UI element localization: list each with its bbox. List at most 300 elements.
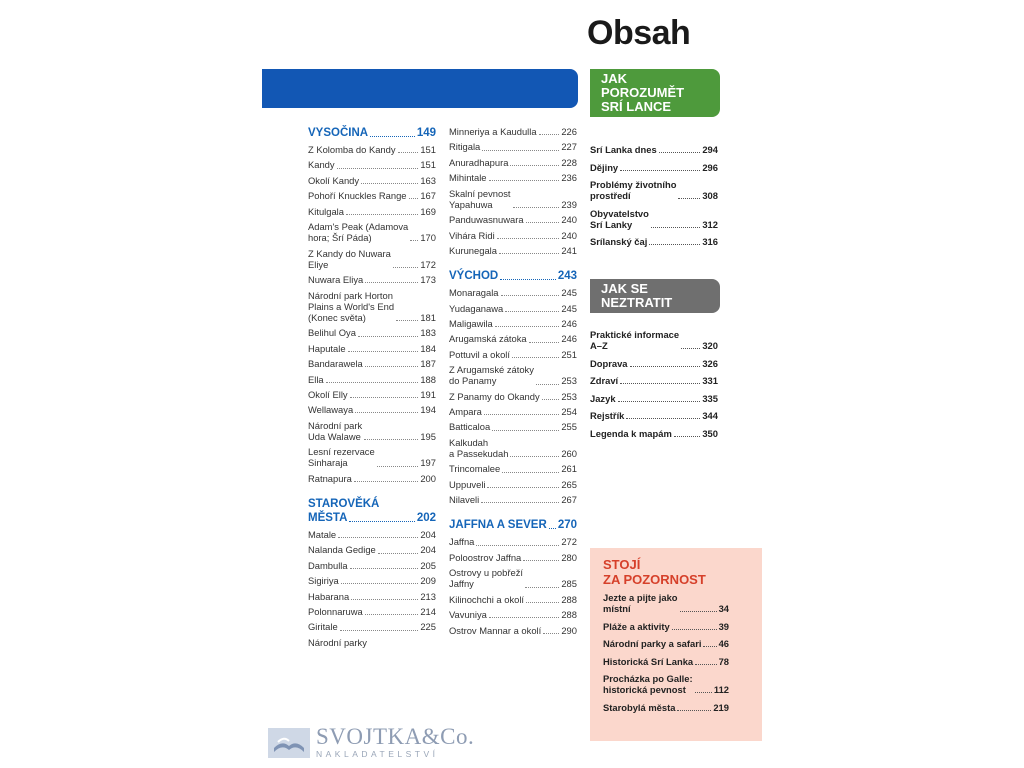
- toc-entry-title: Panduwasnuwara: [449, 214, 524, 226]
- toc-entry-title: Dambulla: [308, 559, 348, 571]
- dot-leader: [502, 472, 559, 473]
- side-tag-jak-porozumet[interactable]: JAK POROZUMĚT SRÍ LANCE: [590, 69, 720, 117]
- toc-entry-title: Ampara: [449, 406, 482, 418]
- toc-entry[interactable]: [449, 141, 577, 152]
- toc-entry-page: 225: [420, 621, 436, 633]
- dot-leader: [651, 227, 700, 228]
- dot-leader: [393, 267, 418, 268]
- blue-header-bar: [262, 69, 578, 108]
- dot-leader: [512, 357, 559, 358]
- toc-entry[interactable]: [590, 329, 718, 351]
- toc-entry-page: 265: [561, 478, 577, 490]
- dot-leader: [364, 439, 418, 440]
- dot-leader: [489, 180, 560, 181]
- toc-entry-title: Starobylá města: [603, 701, 676, 713]
- dot-leader: [513, 207, 560, 208]
- toc-entry-title: Haputale: [308, 342, 346, 354]
- toc-entry-page: 253: [561, 390, 577, 402]
- dot-leader: [377, 466, 419, 467]
- toc-entry-title: Mihintale: [449, 172, 487, 184]
- toc-entry[interactable]: [449, 437, 577, 459]
- toc-entry[interactable]: [449, 188, 577, 210]
- dot-leader: [350, 397, 419, 398]
- toc-entry[interactable]: [590, 410, 718, 421]
- toc-entry[interactable]: [308, 221, 436, 243]
- toc-entry[interactable]: [603, 702, 729, 713]
- toc-entry[interactable]: [308, 606, 436, 617]
- dot-leader: [674, 436, 701, 437]
- toc-entry-page: 228: [561, 156, 577, 168]
- toc-entry-page: 191: [420, 388, 436, 400]
- dot-leader: [620, 170, 700, 171]
- toc-entry-page: 267: [561, 494, 577, 506]
- toc-entry-title: Národní park Horton Plains a World's End (Konec světa): [308, 289, 395, 323]
- toc-entry[interactable]: [308, 529, 436, 540]
- toc-entry-page: 204: [420, 544, 436, 556]
- dot-leader: [365, 366, 419, 367]
- toc-entry-title: Srílanský čaj: [590, 236, 648, 247]
- side-section-jak-se-neztratit: [590, 279, 720, 445]
- toc-entry[interactable]: [449, 463, 577, 474]
- toc-entry-page: 253: [561, 375, 577, 387]
- toc-entry-page: 240: [561, 214, 577, 226]
- toc-entry-title: Trincomalee: [449, 463, 501, 475]
- toc-entry-title: Lesní rezervace Sinharaja: [308, 446, 375, 469]
- dot-leader: [348, 351, 419, 352]
- toc-entry-page: 290: [561, 624, 577, 636]
- section-heading-jaffna-a-sever[interactable]: [449, 518, 577, 532]
- toc-entry-page: 335: [702, 392, 718, 404]
- dot-leader: [481, 502, 559, 503]
- toc-entry[interactable]: [308, 190, 436, 201]
- toc-entry[interactable]: [603, 656, 729, 667]
- toc-entry-title: Wellawaya: [308, 404, 354, 416]
- dot-leader: [489, 617, 559, 618]
- dot-leader: [409, 198, 419, 199]
- toc-entry-page: 183: [420, 327, 436, 339]
- toc-entry-title: Maligawila: [449, 317, 493, 329]
- toc-entry-page: 194: [420, 404, 436, 416]
- toc-entry-page: 209: [420, 575, 436, 587]
- toc-entry-page: 226: [561, 126, 577, 137]
- dot-leader: [501, 295, 560, 296]
- toc-entry[interactable]: [449, 157, 577, 168]
- toc-entry-title: Polonnaruwa: [308, 606, 363, 618]
- toc-entry[interactable]: [308, 144, 436, 155]
- toc-entry-page: 169: [420, 205, 436, 217]
- toc-entry[interactable]: [449, 364, 577, 386]
- highlight-box-list: [603, 592, 729, 719]
- section-label: VÝCHOD: [449, 270, 499, 283]
- toc-entry-page: 288: [561, 609, 577, 621]
- dot-leader: [396, 320, 418, 321]
- toc-entry[interactable]: [308, 175, 436, 186]
- toc-entry-page: 181: [420, 311, 436, 323]
- toc-entry[interactable]: [449, 567, 577, 589]
- toc-entry-page: 213: [420, 590, 436, 602]
- dot-leader: [354, 481, 419, 482]
- toc-entry-title: Nalanda Gedige: [308, 544, 376, 556]
- dot-leader: [341, 583, 419, 584]
- toc-entry[interactable]: [590, 428, 718, 439]
- toc-entry-title: Ella: [308, 373, 324, 385]
- toc-entry-title: Ostrov Mannar a okolí: [449, 624, 542, 636]
- dot-leader: [523, 560, 559, 561]
- toc-entry-page: 151: [420, 144, 436, 155]
- toc-entry-title: Z Arugamské zátoky do Panamy: [449, 364, 534, 387]
- section-label: JAFFNA A SEVER: [449, 519, 547, 532]
- toc-entry-page: 288: [561, 593, 577, 605]
- toc-entry-title: Kandy: [308, 159, 335, 171]
- toc-entry-title: Pohoří Knuckles Range: [308, 190, 407, 202]
- toc-entry[interactable]: [308, 159, 436, 170]
- toc-entry[interactable]: [308, 446, 436, 468]
- toc-entry[interactable]: [590, 358, 718, 369]
- toc-entry-page: 240: [561, 229, 577, 241]
- toc-entry[interactable]: [449, 303, 577, 314]
- section-page: 270: [557, 519, 577, 532]
- toc-entry-title: Okolí Kandy: [308, 174, 360, 186]
- toc-entry-title: Z Kandy do Nuwara Eliye: [308, 247, 391, 270]
- toc-entry[interactable]: [308, 274, 436, 285]
- dot-leader: [620, 383, 700, 384]
- toc-entry-title: Pláže a aktivity: [603, 620, 670, 632]
- dot-leader: [510, 165, 559, 166]
- toc-entry[interactable]: [308, 290, 436, 324]
- toc-entry-page: 331: [702, 375, 718, 386]
- dot-leader: [626, 418, 700, 419]
- toc-entry[interactable]: [308, 560, 436, 571]
- dot-leader: [492, 430, 559, 431]
- toc-entry-title: Z Panamy do Okandy: [449, 390, 540, 402]
- dot-leader: [695, 692, 712, 693]
- dot-leader: [677, 710, 711, 711]
- dot-leader: [340, 630, 419, 631]
- toc-entry[interactable]: [449, 391, 577, 402]
- toc-entry-title: Giritale: [308, 621, 338, 633]
- toc-entry[interactable]: [449, 230, 577, 241]
- dot-leader: [630, 366, 701, 367]
- toc-entry-title: Nuwara Eliya: [308, 274, 364, 286]
- toc-entry-title: Habarana: [308, 590, 350, 602]
- toc-entry-page: 280: [561, 551, 577, 563]
- dot-leader: [695, 664, 716, 665]
- dot-leader: [351, 599, 418, 600]
- toc-entry[interactable]: [308, 575, 436, 586]
- toc-entry-title: Národní park Uda Walawe: [308, 419, 363, 442]
- dot-leader: [526, 222, 560, 223]
- publisher-subtitle: NAKLADATELSTVÍ: [316, 749, 439, 759]
- dot-leader: [510, 456, 559, 457]
- toc-entry[interactable]: [308, 404, 436, 415]
- toc-entry-page: 214: [420, 606, 436, 618]
- toc-entry-title: Kalkudah a Passekudah: [449, 436, 509, 460]
- toc-entry-page: 39: [718, 620, 729, 632]
- toc-entry[interactable]: [590, 208, 718, 230]
- toc-entry-title: Kitulgala: [308, 205, 344, 217]
- toc-entry-title: Kurunegala: [449, 244, 497, 256]
- toc-entry-page: 112: [713, 684, 729, 695]
- dot-leader: [361, 183, 418, 184]
- dot-leader: [499, 253, 559, 254]
- toc-entry[interactable]: [449, 421, 577, 432]
- toc-entry-title: Rejstřík: [590, 410, 625, 421]
- toc-entry[interactable]: [449, 494, 577, 505]
- dot-leader: [649, 244, 700, 245]
- dot-leader: [484, 414, 560, 415]
- section-label: VYSOČINA: [308, 127, 369, 139]
- toc-entry-page: 163: [420, 174, 436, 186]
- toc-entry-page: 350: [702, 427, 718, 439]
- dot-leader: [526, 602, 559, 603]
- toc-entry-page: 251: [561, 348, 577, 360]
- dot-leader: [680, 611, 717, 612]
- dot-leader: [543, 633, 559, 634]
- highlight-box-title: STOJÍ ZA POZORNOST: [603, 557, 706, 587]
- toc-entry[interactable]: [449, 333, 577, 344]
- dot-leader: [495, 326, 560, 327]
- toc-entry[interactable]: [590, 144, 718, 155]
- toc-entry[interactable]: [603, 592, 729, 614]
- toc-entry-title: Zdraví: [590, 375, 619, 386]
- toc-entry[interactable]: [449, 536, 577, 547]
- toc-entry-title: Ritigala: [449, 141, 481, 153]
- dot-leader: [378, 553, 419, 554]
- section-label-line2: MĚSTA: [308, 512, 348, 525]
- toc-entry-page: 236: [561, 172, 577, 184]
- toc-entry-page: 167: [420, 190, 436, 202]
- toc-entry[interactable]: [590, 375, 718, 386]
- section-page: 243: [557, 270, 577, 283]
- toc-entry-page: 219: [713, 701, 729, 713]
- toc-entry-title: Uppuveli: [449, 478, 486, 490]
- toc-column-middle: [449, 126, 577, 640]
- toc-entry[interactable]: [308, 473, 436, 484]
- toc-entry[interactable]: [603, 638, 729, 649]
- dot-leader: [505, 311, 559, 312]
- dot-leader: [678, 198, 700, 199]
- toc-entry[interactable]: [308, 358, 436, 369]
- dot-leader: [365, 614, 419, 615]
- toc-entry[interactable]: [308, 389, 436, 400]
- toc-entry-page: 204: [420, 529, 436, 541]
- dot-leader: [350, 568, 419, 569]
- toc-entry[interactable]: [449, 172, 577, 183]
- toc-entry-title: Z Kolomba do Kandy: [308, 144, 396, 155]
- toc-entry-title: Poloostrov Jaffna: [449, 551, 522, 563]
- toc-entry-title: Doprava: [590, 357, 628, 369]
- toc-entry-page: 188: [420, 373, 436, 385]
- toc-entry-page: 245: [561, 302, 577, 314]
- section-page: 202: [416, 512, 436, 525]
- section-heading-vychod[interactable]: [449, 269, 577, 283]
- dot-leader: [618, 401, 701, 402]
- toc-entry-title: Ostrovy u pobřeží Jaffny: [449, 567, 523, 590]
- dot-leader: [365, 282, 418, 283]
- toc-entry-page: 344: [702, 410, 718, 421]
- side-tag-jak-se-neztratit[interactable]: JAK SE NEZTRATIT: [590, 279, 720, 313]
- toc-entry-title: Nilaveli: [449, 494, 480, 506]
- dot-leader: [539, 134, 560, 135]
- toc-entry-title: Problémy životního prostředí: [590, 179, 677, 201]
- toc-entry-page: 294: [702, 144, 718, 155]
- toc-entry-page: 46: [718, 638, 729, 649]
- toc-entry[interactable]: [449, 245, 577, 256]
- toc-entry[interactable]: [449, 214, 577, 225]
- toc-entry[interactable]: [449, 349, 577, 360]
- toc-entry[interactable]: [449, 126, 577, 137]
- dot-leader: [476, 545, 559, 546]
- dot-leader: [497, 238, 560, 239]
- toc-entry-page: 320: [702, 340, 718, 351]
- toc-entry-title: Matale: [308, 529, 337, 541]
- dot-leader: [659, 152, 701, 153]
- toc-entry-page: 285: [561, 578, 577, 590]
- toc-entry[interactable]: [308, 637, 436, 648]
- toc-entry-page: 195: [420, 430, 436, 442]
- toc-entry[interactable]: [308, 374, 436, 385]
- toc-entry-page: 78: [718, 655, 729, 667]
- toc-entry[interactable]: [603, 673, 729, 695]
- dot-leader: [398, 152, 419, 153]
- toc-entry-title: Monaragala: [449, 287, 499, 299]
- side-section-jak-porozumet: [590, 69, 720, 254]
- toc-entry-title: Obyvatelstvo Srí Lanky: [590, 207, 649, 230]
- toc-entry-page: 255: [561, 421, 577, 433]
- toc-entry[interactable]: [308, 206, 436, 217]
- toc-entry[interactable]: [308, 544, 436, 555]
- publisher-name: SVOJTKA&Co.: [316, 724, 475, 749]
- toc-entry-page: 151: [420, 159, 436, 171]
- toc-entry-page: 184: [420, 342, 436, 354]
- toc-entry-title: Arugamská zátoka: [449, 333, 527, 345]
- toc-column-left: [308, 126, 436, 652]
- toc-entry[interactable]: [308, 248, 436, 270]
- toc-entry-page: 170: [420, 232, 436, 244]
- toc-entry-title: Belihul Oya: [308, 327, 356, 339]
- toc-entry-page: 200: [420, 472, 436, 484]
- dot-leader: [536, 384, 559, 385]
- toc-entry[interactable]: [449, 406, 577, 417]
- dot-leader: [337, 168, 419, 169]
- toc-entry-page: 241: [561, 244, 577, 256]
- toc-entry-title: Bandarawela: [308, 358, 363, 370]
- toc-entry-page: 246: [561, 317, 577, 329]
- toc-entry-title: Kilinochchi a okolí: [449, 593, 525, 605]
- toc-entry-title: Okolí Elly: [308, 388, 348, 400]
- dot-leader: [525, 587, 559, 588]
- toc-entry[interactable]: [590, 393, 718, 404]
- toc-entry-page: 272: [561, 536, 577, 548]
- toc-entry-title: Národní parky: [308, 636, 367, 648]
- toc-entry-page: 34: [718, 603, 729, 614]
- toc-entry[interactable]: [308, 591, 436, 602]
- toc-entry[interactable]: [603, 621, 729, 632]
- toc-entry[interactable]: [590, 236, 718, 247]
- toc-entry-title: Legenda k mapám: [590, 427, 672, 439]
- section-heading-vysocina[interactable]: [308, 126, 436, 140]
- toc-entry-title: Ratnapura: [308, 472, 352, 484]
- dot-leader: [703, 646, 716, 647]
- book-icon: [268, 724, 310, 760]
- toc-entry-title: Adam's Peak (Adamova hora; Šrí Páda): [308, 220, 409, 244]
- dot-leader: [672, 629, 717, 630]
- toc-entry[interactable]: [449, 318, 577, 329]
- toc-entry[interactable]: [308, 327, 436, 338]
- dot-leader: [355, 412, 418, 413]
- toc-entry-title: Jezte a pijte jako místní: [603, 592, 678, 614]
- toc-entry-page: 187: [420, 358, 436, 370]
- toc-entry-page: 254: [561, 406, 577, 418]
- toc-entry-page: 296: [702, 161, 718, 173]
- toc-entry-title: Jazyk: [590, 392, 616, 404]
- publisher-logo: [268, 724, 474, 760]
- toc-entry-page: 227: [561, 141, 577, 153]
- toc-entry-page: 205: [420, 559, 436, 571]
- toc-entry-title: Yudaganawa: [449, 302, 504, 314]
- toc-entry[interactable]: [590, 162, 718, 173]
- toc-entry-page: 312: [702, 218, 718, 230]
- dot-leader: [681, 348, 700, 349]
- section-page: 149: [416, 127, 436, 139]
- toc-entry-title: Historická Srí Lanka: [603, 655, 694, 667]
- toc-entry-page: 246: [561, 333, 577, 345]
- toc-entry-page: 316: [702, 236, 718, 247]
- toc-entry[interactable]: [449, 479, 577, 490]
- toc-entry-title: Sigiriya: [308, 575, 339, 587]
- toc-entry[interactable]: [308, 420, 436, 442]
- toc-entry-title: Pottuvil a okolí: [449, 348, 510, 360]
- toc-entry-title: Batticaloa: [449, 421, 491, 433]
- toc-entry-title: Jaffna: [449, 536, 475, 548]
- section-heading-starovека-mesta[interactable]: [308, 497, 436, 525]
- toc-entry-page: 261: [561, 463, 577, 475]
- toc-entry-title: Praktické informace A–Z: [590, 329, 680, 351]
- toc-entry-page: 173: [420, 274, 436, 286]
- dot-leader: [358, 336, 418, 337]
- toc-entry-title: Národní parky a safari: [603, 638, 702, 649]
- toc-entry[interactable]: [308, 343, 436, 354]
- toc-entry[interactable]: [449, 594, 577, 605]
- toc-entry[interactable]: [308, 621, 436, 632]
- dot-leader: [338, 537, 418, 538]
- toc-entry-page: 239: [561, 198, 577, 210]
- dot-leader: [482, 150, 559, 151]
- toc-entry-title: Vavuniya: [449, 609, 487, 621]
- toc-entry-title: Minneriya a Kaudulla: [449, 126, 537, 137]
- toc-entry-page: 172: [420, 258, 436, 270]
- toc-entry-title: Vihára Ridi: [449, 229, 495, 241]
- toc-entry-page: 245: [561, 287, 577, 299]
- dot-leader: [529, 342, 560, 343]
- toc-entry-title: Srí Lanka dnes: [590, 144, 657, 155]
- dot-leader: [326, 382, 419, 383]
- dot-leader: [346, 214, 418, 215]
- toc-entry-page: 197: [420, 457, 436, 469]
- toc-entry[interactable]: [449, 609, 577, 620]
- toc-entry[interactable]: [449, 625, 577, 636]
- dot-leader: [542, 399, 560, 400]
- page-title: Obsah: [587, 14, 691, 52]
- toc-entry-page: 308: [702, 190, 718, 201]
- toc-entry[interactable]: [590, 179, 718, 201]
- section-label-line1: STAROVĚKÁ: [308, 498, 380, 511]
- toc-entry[interactable]: [449, 287, 577, 298]
- toc-entry[interactable]: [449, 552, 577, 563]
- toc-entry-title: Skalní pevnost Yapahuwa: [449, 187, 511, 210]
- toc-entry-title: Anuradhapura: [449, 156, 509, 168]
- toc-entry-page: 260: [561, 448, 577, 460]
